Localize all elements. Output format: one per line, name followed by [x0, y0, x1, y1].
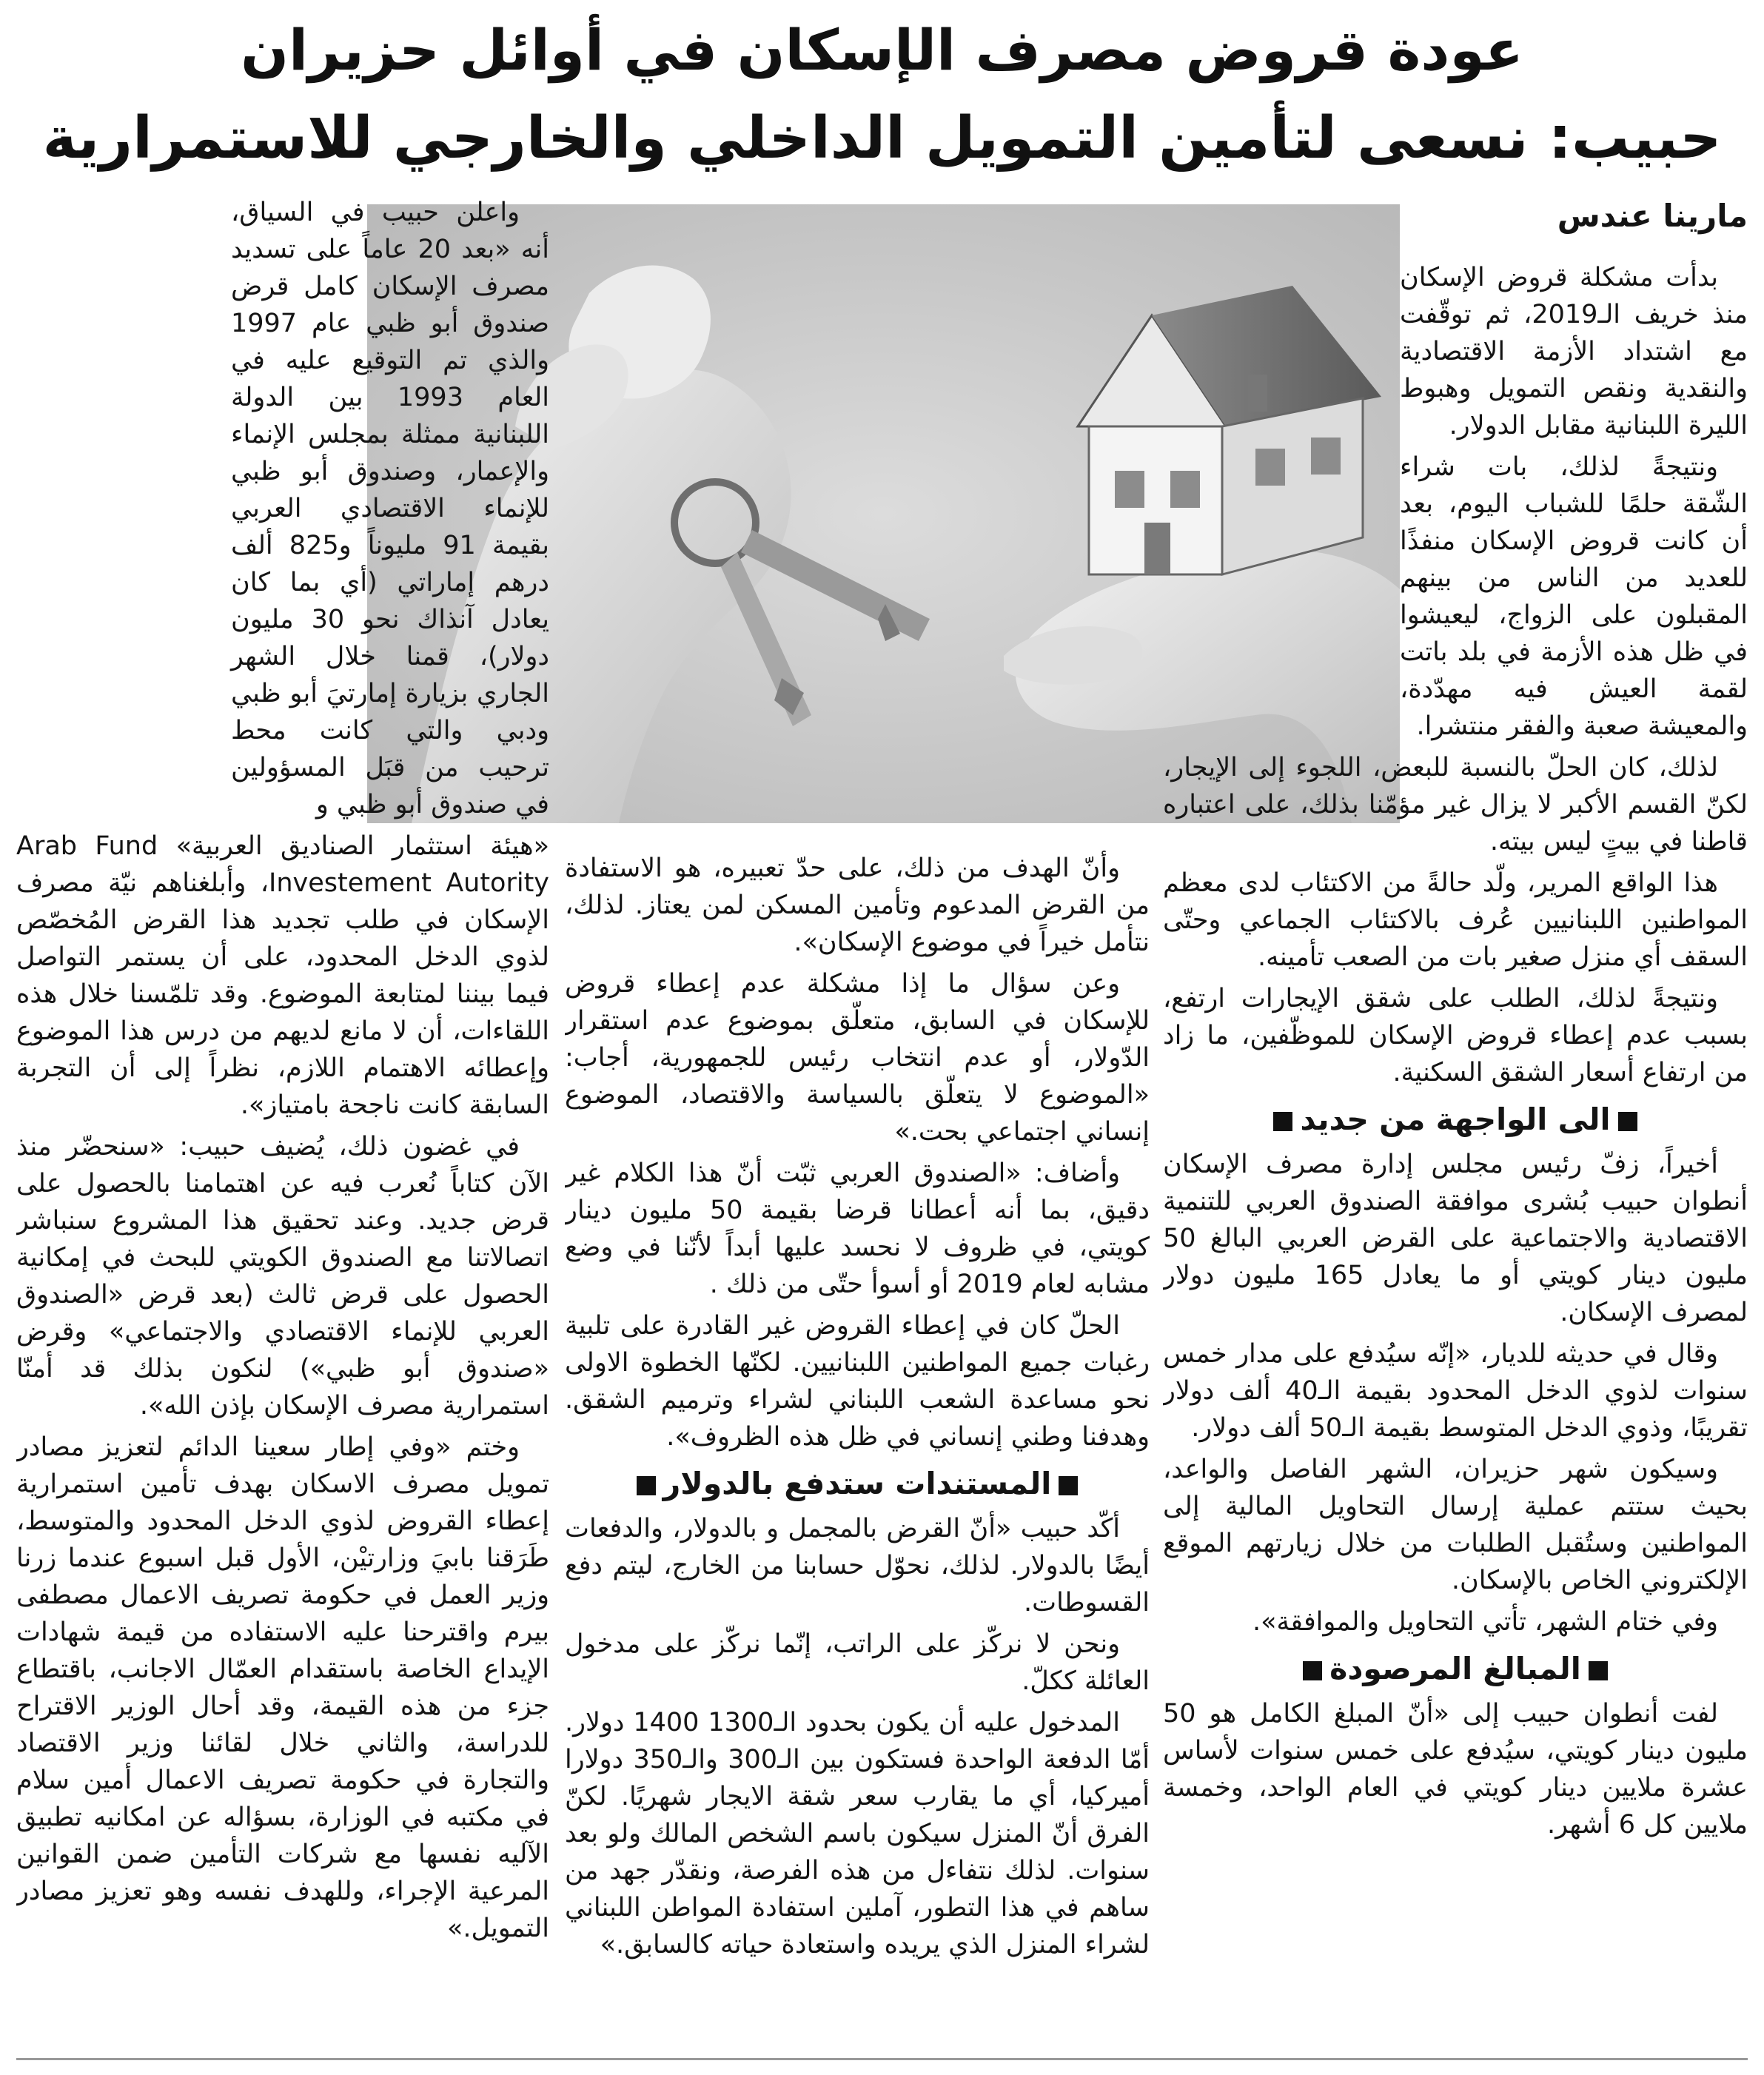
paragraph: وسيكون شهر حزيران، الشهر الفاصل والواعد، بحيث ستتم عملية إرسال التحاويل المالية إلى المواطنين وستُقبل الطلبات من خلال زيارتهم الموقع الإلكتروني الخاص بالإسكان. [1163, 1455, 1748, 1595]
paragraph: ونتيجةً لذلك، الطلب على شقق الإيجارات ارتفع، بسبب عدم إعطاء قروض الإسكان للموظّفين، ما زاد من ارتفاع أسعار الشقق السكنية. [1163, 984, 1748, 1087]
square-bullet-icon [637, 1476, 656, 1495]
bottom-rule [16, 2058, 1748, 2060]
paragraph: وفي ختام الشهر، تأتي التحاويل والموافقة». [1252, 1607, 1718, 1637]
paragraph: واعلن حبيب في السياق، أنه «بعد 20 عاماً على تسديد مصرف الإسكان كامل قرض صندوق أبو ظبي عام 1997 والذي تم التوقيع عليه في العام 1993 بين الدولة اللبنانية ممثلة بمجلس الإنماء والإعمار، وصندوق أبو ظبي للإنماء الاقتصادي العربي بقيمة 91 مليوناً و825 ألف درهم إماراتي (أي بما كان يعادل آنذاك نحو 30 مليون دولار)، قمنا خلال الشهر الجاري بزيارة إمارتيَ أبو ظبي ودبي والتي كانت محط ترحيب من قبَل المسؤولين في صندوق أبو ظبي و [231, 198, 549, 819]
paragraph: «هيئة استثمار الصناديق العربية» Arab Fund Investement Autority، وأبلغناهم نيّة مصرف الإسكان في طلب تجديد هذا القرض المُخصّص لذوي الدخل المحدود، على أن يستمر التواصل فيما بيننا لمتابعة الموضوع. وقد تلمّسنا خلال هذه اللقاءات، أن لا مانع لديهم من درس هذا الموضوع وإعطائه الاهتمام اللازم، نظراً إلى أن التجربة السابقة كانت ناجحة بامتياز». [16, 831, 549, 1120]
square-bullet-icon [1059, 1476, 1078, 1495]
square-bullet-icon [1618, 1112, 1637, 1131]
paragraph: أخيراً، زفّ رئيس مجلس إدارة مصرف الإسكان أنطوان حبيب بُشرى موافقة الصندوق العربي للتنمية الاقتصادية والاجتماعية على القرض العربي البالغ 50 مليون دينار كويتي أو ما يعادل 165 مليون دولار لمصرف الإسكان. [1163, 1150, 1748, 1327]
narrow-left-block [231, 194, 549, 823]
headline-sub: حبيب: نسعى لتأمين التمويل الداخلي والخارجي للاستمرارية [42, 105, 1722, 172]
paragraph: لذلك، كان الحلّ بالنسبة للبعض، اللجوء إلى الإيجار، لكنّ القسم الأكبر لا يزال غير مؤمّنا بذلك، على اعتباره قاطنا في بيتٍ ليس بيته. [1163, 753, 1748, 857]
square-bullet-icon [1303, 1661, 1322, 1680]
column-middle [565, 850, 1150, 2043]
column-left [16, 194, 549, 2045]
paragraph: هذا الواقع المرير، ولّد حالةً من الاكتئاب لدى معظم المواطنين اللبنانيين عُرف بالاكتئاب الجماعي وحتّى السقف أي منزل صغير بات من الصعب تأمينه. [1163, 868, 1748, 972]
paragraph: ونحن لا نركّز على الراتب، إنّما نركّز على مدخول العائلة ككلّ. [565, 1629, 1150, 1696]
paragraph: أكّد حبيب «أنّ القرض بالمجمل و بالدولار، والدفعات أيضًا بالدولار. لذلك، نحوّل حسابنا من الخارج، ليتم دفع القسوطات. [565, 1514, 1150, 1618]
square-bullet-icon [1589, 1661, 1608, 1680]
section-subheading: المستندات ستدفع بالدولار [565, 1461, 1150, 1506]
paragraph: بدأت مشكلة قروض الإسكان منذ خريف الـ2019، ثم توقّفت مع اشتداد الأزمة الاقتصادية والنقدية ونقص التمويل وهبوط الليرة اللبنانية مقابل الدولار. [1400, 263, 1748, 440]
section-subheading: المبالغ المرصودة [1163, 1646, 1748, 1691]
headline-main: عودة قروض مصرف الإسكان في أوائل حزيران [241, 17, 1523, 83]
square-bullet-icon [1273, 1112, 1292, 1131]
paragraph: ونتيجةً لذلك، بات شراء الشّقة حلمًا للشباب اليوم، بعد أن كانت قروض الإسكان منفذًا للعديد من الناس من بينهم المقبلون على الزواج، ليعيشوا في ظل هذه الأزمة في بلد باتت لقمة العيش فيه مهدّدة، والمعيشة صعبة والفقر منتشرا. [1400, 452, 1748, 741]
paragraph: في غضون ذلك، يُضيف حبيب: «سنحضّر منذ الآن كتاباً نُعرب فيه عن اهتمامنا بالحصول على قرض جديد. وعند تحقيق هذا المشروع سنباشر اتصالاتنا مع الصندوق الكويتي للبحث في إمكانية الحصول على قرض ثالث (بعد قرض «الصندوق العربي للإنماء الاقتصادي والاجتماعي» وقرض «صندوق أبو ظبي») لنكون بذلك قد أمنّا استمرارية مصرف الإسكان بإذن الله». [16, 1132, 549, 1421]
paragraph: وعن سؤال ما إذا مشكلة عدم إعطاء قروض للإسكان في السابق، متعلّق بموضوع عدم استقرار الدّولار، أو عدم انتخاب رئيس للجمهورية، أجاب: «الموضوع لا يتعلّق بالسياسة والاقتصاد، الموضوع إنساني اجتماعي بحت.» [565, 969, 1150, 1147]
narrow-intro-block [1400, 259, 1748, 745]
paragraph: المدخول عليه أن يكون بحدود الـ1300 1400 دولار. أمّا الدفعة الواحدة فستكون بين الـ300 والـ350 دولارا أميركيا، أي ما يقارب سعر شقة الايجار شهريًا. لكنّ الفرق أنّ المنزل سيكون باسم الشخص المالك ولو بعد سنوات. لذلك نتفاءل من هذه الفرصة، ونقدّر جهد من ساهم في هذا التطور، آملين استفادة المواطن اللبناني لشراء المنزل الذي يريده واستعادة حياته كالسابق.» [565, 1708, 1150, 1960]
paragraph: لفت أنطوان حبيب إلى «أنّ المبلغ الكامل هو 50 مليون دينار كويتي، سيُدفع على خمس سنوات لأساس عشرة ملايين دينار كويتي في العام الواحد، وخمسة ملايين كل 6 أشهر. [1163, 1699, 1748, 1840]
section-subheading: الى الواجهة من جديد [1163, 1097, 1748, 1142]
paragraph: وأنّ الهدف من ذلك، على حدّ تعبيره، هو الاستفادة من القرض المدعوم وتأمين المسكن لمن يعتاز. لذلك، نتأمل خيراً في موضوع الإسكان». [565, 854, 1150, 957]
paragraph: وقال في حديثه للديار، «إنّه سيُدفع على مدار خمس سنوات لذوي الدخل المحدود بقيمة الـ40 ألف دولار تقريبًا، وذوي الدخل المتوسط بقيمة الـ50 ألف دولار. [1163, 1339, 1748, 1443]
column-right [1163, 194, 1748, 2045]
paragraph: وأضاف: «الصندوق العربي ثبّت أنّ هذا الكلام غير دقيق، بما أنه أعطانا قرضا بقيمة 50 مليون دينار كويتي، في ظروف لا نحسد عليها أبداً لأنّنا في وضع مشابه لعام 2019 أو أسوأ حتّى من ذلك . [565, 1159, 1150, 1299]
author-byline: مارينا عندس [1557, 198, 1748, 234]
paragraph: وختم «وفي إطار سعينا الدائم لتعزيز مصادر تمويل مصرف الاسكان بهدف تأمين استمرارية إعطاء القروض لذوي الدخل المحدود والمتوسط، طَرَقنا بابيَ وزارتيْن، الأول قبل اسبوع عندما زرنا وزير العمل في حكومة تصريف الاعمال مصطفى بيرم واقترحنا عليه الاستفاده من قيمة شهادات الإيداع الخاصة باستقدام العمّال الاجانب، باقتطاع جزء من هذه القيمة، وقد أحال الوزير الاقتراح للدراسة، والثاني خلال لقائنا وزير الاقتصاد والتجارة في حكومة تصريف الاعمال أمين سلام في مكتبه في الوزارة، بسؤاله عن امكانيه تطبيق الآليه نفسها مع شركات التأمين ضمن القوانين المرعية الإجراء، وللهدف نفسه وهو تعزيز مصادر التمويل.» [16, 1432, 549, 1943]
paragraph: الحلّ كان في إعطاء القروض غير القادرة على تلبية رغبات جميع المواطنين اللبنانيين. لكنّها الخطوة الاولى نحو مساعدة الشعب اللبناني لشراء وترميم الشقق. وهدفنا وطني إنساني في ظل هذه الظروف». [565, 1311, 1150, 1452]
